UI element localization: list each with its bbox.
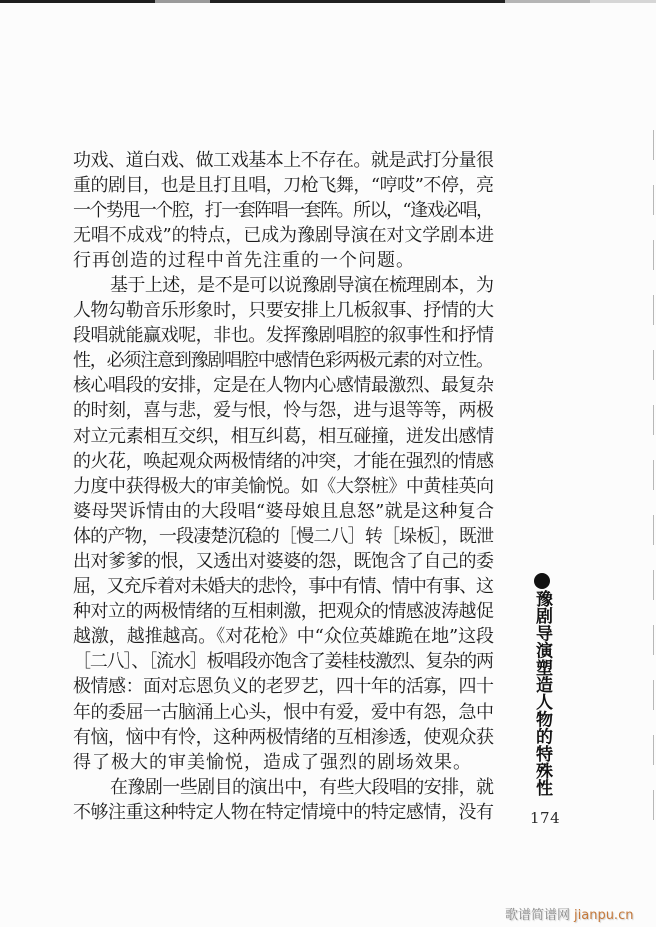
body-line: 不够注重这种特定人物在特定情境中的特定感情，没有 bbox=[73, 801, 494, 823]
section-heading-text: 豫剧导演塑造人物的特殊性 bbox=[532, 590, 552, 797]
body-line: 越激，越推越高。《对花枪》中“众位英雄跪在地”这段 bbox=[73, 626, 494, 648]
running-section-heading bbox=[532, 573, 551, 796]
body-line-paragraph-end: 行再创造的过程中首先注重的一个问题。 bbox=[73, 249, 415, 271]
body-line: 年的委屈一古脑涌上心头，恨中有爱，爱中有怨，急中 bbox=[73, 701, 494, 723]
body-line: 种对立的两极情绪的互相刺激，把观众的情感波涛越促 bbox=[73, 601, 494, 623]
body-line: 的火花，唤起观众两极情绪的冲突，才能在强烈的情感 bbox=[73, 450, 494, 472]
scan-edge-top bbox=[0, 0, 656, 3]
body-line: 出对爹爹的恨，又透出对婆婆的怨，既饱含了自己的委 bbox=[73, 551, 494, 572]
body-line: 功戏、道白戏、做工戏基本上不存在。就是武打分量很 bbox=[73, 149, 494, 171]
body-line: 无唱不成戏”的特点，已成为豫剧导演在对文学剧本进 bbox=[73, 224, 494, 246]
body-line: 有恼，恼中有怜，这种两极情绪的互相渗透，使观众获 bbox=[73, 726, 494, 748]
body-line: 重的剧目，也是且打且唱，刀枪飞舞，“哼哎”不停，亮 bbox=[73, 174, 494, 196]
watermark-site-domain: jianpu.cn bbox=[574, 908, 634, 923]
watermark bbox=[505, 904, 633, 923]
body-line-paragraph-end: 得了极大的审美愉悦，造成了强烈的剧场效果。 bbox=[73, 751, 472, 773]
body-line: 对立元素相互交织，相互纠葛，相互碰撞，迸发出感情 bbox=[73, 425, 494, 447]
body-line: 婆母哭诉情由的大段唱“婆母娘且息怒”就是这种复合 bbox=[73, 500, 495, 522]
body-line: ［二八］、［流水］板唱段亦饱含了姜桂枝激烈、复杂的两 bbox=[73, 651, 493, 673]
body-line-paragraph-start: 在豫剧一些剧目的演出中，有些大段唱的安排，就 bbox=[110, 776, 494, 798]
watermark-site-name: 歌谱简谱网 bbox=[505, 908, 571, 923]
body-line: 核心唱段的安排，定是在人物内心感情最激烈、最复杂 bbox=[73, 375, 494, 397]
page-number: 174 bbox=[530, 809, 561, 827]
body-line: 性，必须注意到豫剧唱腔中感情色彩两极元素的对立性。 bbox=[73, 350, 493, 372]
body-line: 体的产物，一段凄楚沉稳的［慢二八］转［垛板］，既泄 bbox=[73, 525, 494, 547]
filled-circle-bullet-icon bbox=[534, 573, 550, 589]
body-line: 一个势甩一个腔，打一套阵唱一套阵。所以，“逢戏必唱， bbox=[73, 199, 493, 221]
body-line: 力度中获得极大的审美愉悦。如《大祭桩》中黄桂英向 bbox=[73, 475, 494, 497]
body-line: 段唱就能赢戏呢，非也。发挥豫剧唱腔的叙事性和抒情 bbox=[73, 325, 494, 347]
body-line: 屈，又充斥着对未婚夫的悲怜，事中有情、情中有事、这 bbox=[73, 576, 493, 598]
body-line: 的时刻，喜与悲，爱与恨，怜与怨，进与退等等，两极 bbox=[73, 400, 494, 422]
scan-edge-right bbox=[653, 130, 654, 830]
body-line-paragraph-start: 基于上述，是不是可以说豫剧导演在梳理剧本，为 bbox=[110, 274, 494, 296]
body-text bbox=[73, 148, 494, 826]
body-line: 极情感：面对忘恩负义的老罗艺，四十年的活寡，四十 bbox=[73, 676, 494, 698]
body-line: 人物勾勒音乐形象时，只要安排上几板叙事、抒情的大 bbox=[73, 300, 494, 322]
